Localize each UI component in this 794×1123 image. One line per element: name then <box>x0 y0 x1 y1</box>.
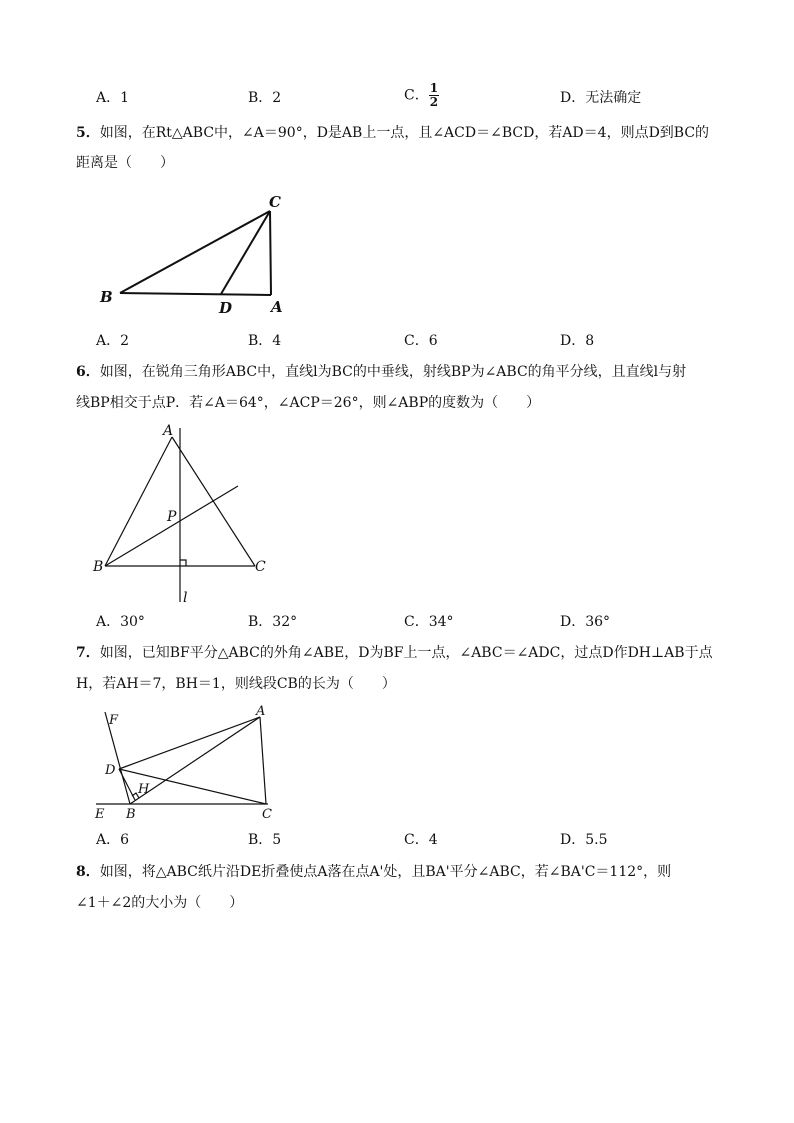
q7-option-b: B．5 <box>248 832 282 848</box>
q4-option-d: D．无法确定 <box>560 90 642 106</box>
fraction-numerator: 1 <box>429 81 439 95</box>
label-d: D <box>219 299 233 317</box>
q4-option-c <box>404 82 439 109</box>
q5-option-d: D．8 <box>560 333 595 349</box>
q7-option-a: A．6 <box>96 832 130 848</box>
ray-bp <box>105 486 238 566</box>
segment-ac <box>172 437 255 566</box>
q5-option-b: B．4 <box>248 333 282 349</box>
segment-bc <box>120 211 270 293</box>
q4-option-b: B．2 <box>248 90 282 106</box>
label-c: C <box>262 807 272 822</box>
q6-text-1: 如图，在锐角三角形ABC中，直线l为BC的中垂线，射线BP为∠ABC的角平分线，且直线l与射 <box>99 364 687 380</box>
q6-figure <box>90 420 266 610</box>
q6-option-d: D．36° <box>560 614 611 630</box>
q5-stem-line2: 距离是（ ） <box>76 155 174 171</box>
label-p: P <box>167 509 177 525</box>
label-a: A <box>163 423 174 439</box>
q6-number: 6． <box>76 364 100 380</box>
segment-ba <box>105 437 172 566</box>
q7-number: 7． <box>76 645 100 661</box>
label-l: l <box>183 590 188 606</box>
q5-option-c: C．6 <box>404 333 438 349</box>
q7-figure <box>90 702 290 824</box>
label-d: D <box>105 763 116 778</box>
label-b: B <box>126 807 136 822</box>
q6-stem-line1 <box>76 362 686 382</box>
q5-figure <box>90 188 300 318</box>
fraction-denominator: 2 <box>429 95 439 109</box>
q5-stem-line1 <box>76 123 709 143</box>
q8-stem-line2: ∠1＋∠2的大小为（ ） <box>76 895 244 911</box>
q4-option-a: A．1 <box>96 90 130 106</box>
label-b: B <box>93 559 104 575</box>
label-e: E <box>95 807 105 822</box>
q5-option-a: A．2 <box>96 333 130 349</box>
label-b: B <box>100 288 113 306</box>
segment-da <box>119 717 260 769</box>
q6-stem-line2: 线BP相交于点P．若∠A＝64°，∠ACP＝26°，则∠ABP的度数为（ ） <box>76 395 541 411</box>
q7-option-d: D．5.5 <box>560 832 608 848</box>
label-f: F <box>109 713 119 728</box>
right-angle-mark <box>180 560 186 566</box>
q8-stem-line1 <box>76 862 671 882</box>
label-a: A <box>256 704 266 719</box>
q8-number: 8． <box>76 864 100 880</box>
q4-option-c-prefix: C． <box>404 87 429 104</box>
q8-text-1: 如图，将△ABC纸片沿DE折叠使点A落在点A'处，且BA'平分∠ABC，若∠BA'C＝112°，则 <box>99 864 672 880</box>
q4-option-c-fraction <box>429 82 439 109</box>
q7-stem-line2: H，若AH＝7，BH＝1，则线段CB的长为（ ） <box>76 676 396 692</box>
label-c: C <box>255 559 266 575</box>
q7-stem-line1 <box>76 643 713 663</box>
segment-ac <box>260 717 266 804</box>
q5-number: 5． <box>76 125 100 141</box>
q6-option-c: C．34° <box>404 614 454 630</box>
label-c: C <box>269 193 281 211</box>
q5-text-1: 如图，在Rt△ABC中，∠A＝90°，D是AB上一点，且∠ACD＝∠BCD，若AD＝4，则点D到BC的 <box>99 125 710 141</box>
q7-text-1: 如图，已知BF平分△ABC的外角∠ABE，D为BF上一点，∠ABC＝∠ADC，过点D作DH⊥AB于点 <box>99 645 713 661</box>
segment-ba <box>120 293 271 295</box>
segment-ca <box>270 211 271 295</box>
segment-ba <box>130 717 260 804</box>
q7-option-c: C．4 <box>404 832 438 848</box>
q6-option-b: B．32° <box>248 614 298 630</box>
q6-option-a: A．30° <box>96 614 145 630</box>
label-h: H <box>138 782 150 797</box>
label-a: A <box>271 298 283 316</box>
